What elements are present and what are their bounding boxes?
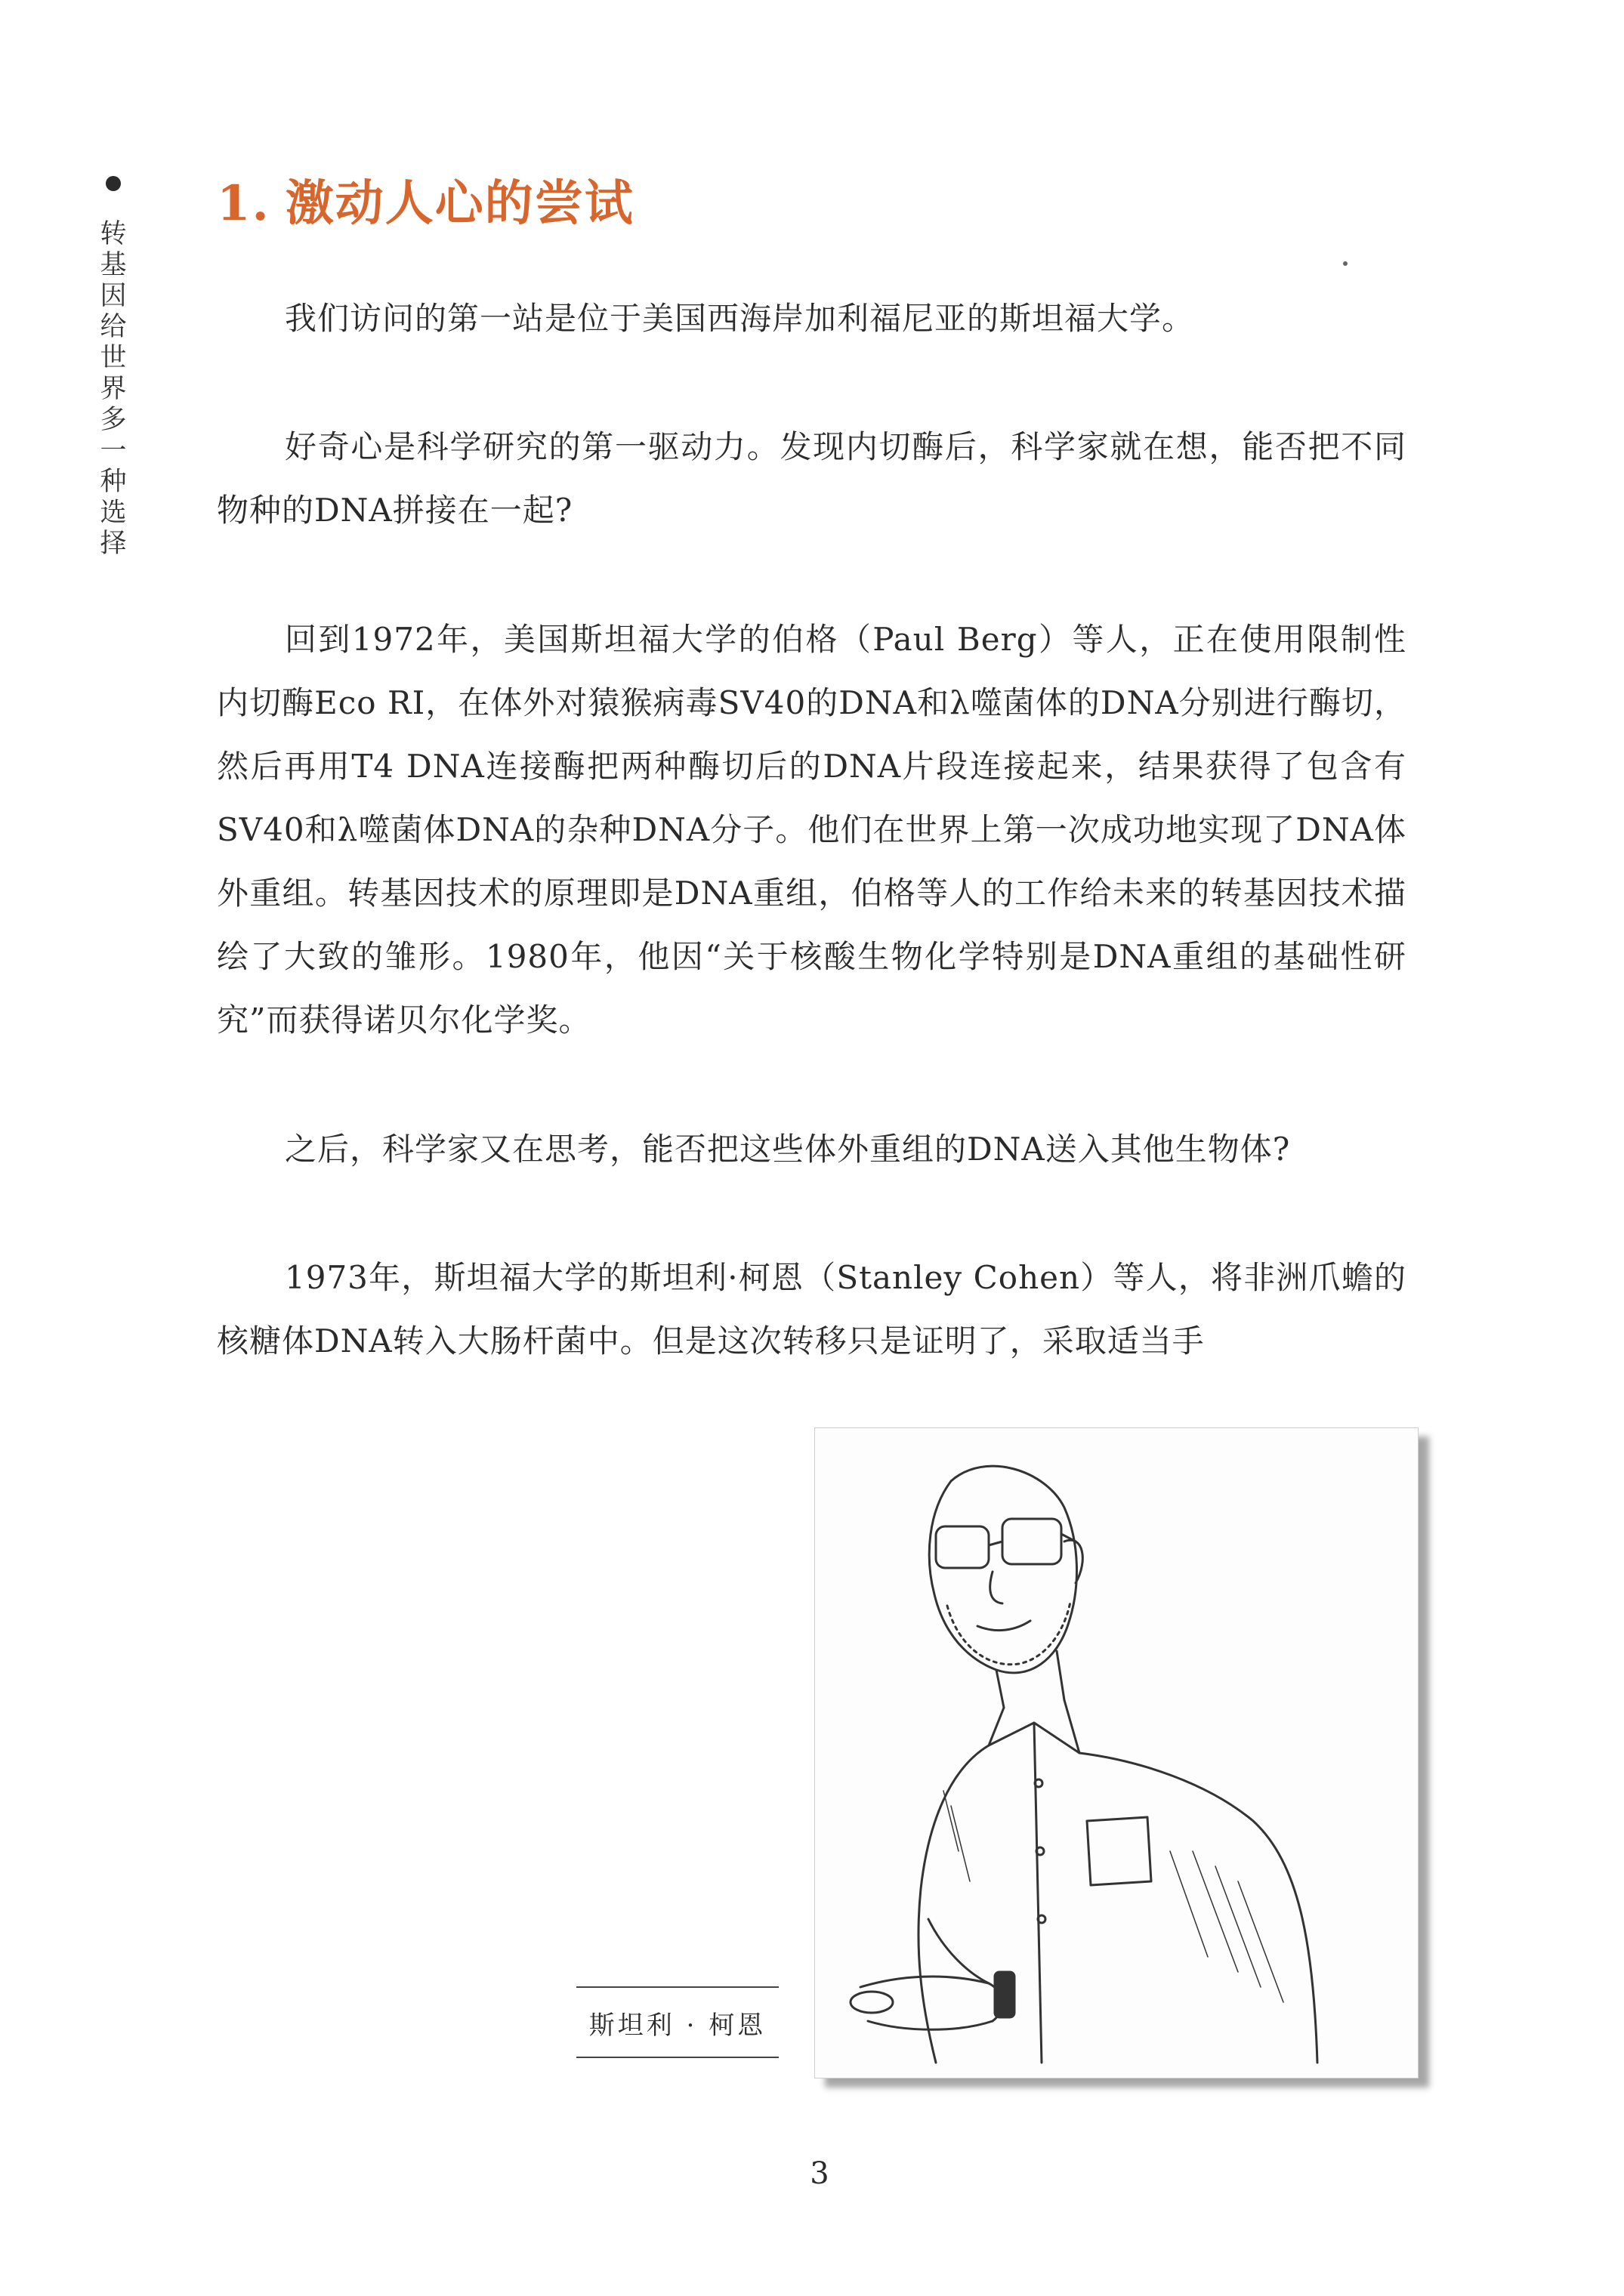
section-number: 1. — [217, 175, 270, 232]
paragraph-4: 之后，科学家又在思考，能否把这些体外重组的DNA送入其他生物体? — [285, 1131, 1291, 1168]
figure-caption: 斯坦利 · 柯恩 — [576, 1986, 779, 2058]
paragraph-5: 1973年，斯坦福大学的斯坦利·柯恩（Stanley Cohen）等人，将非洲爪蟾的核糖体DNA转入大肠杆菌中。但是这次转移只是证明了，采取适当手 — [217, 1259, 1406, 1359]
paragraph-1: 我们访问的第一站是位于美国西海岸加利福尼亚的斯坦福大学。 — [285, 300, 1195, 337]
section-heading — [217, 165, 634, 234]
paragraph-3: 回到1972年，美国斯坦福大学的伯格（Paul Berg）等人，正在使用限制性内切酶Eco RI，在体外对猿猴病毒SV40的DNA和λ噬菌体的DNA分别进行酶切，然后再用T4 DNA连接酶把两种酶切后的DNA片段连接起来，结果获得了包含有SV40和λ噬菌体DNA的杂种DNA分子。他们在世界上第一次成功地实现了DNA体外重组。转基因技术的原理即是DNA重组，伯格等人的工作给未来的转基因技术描绘了大致的雏形。1980年，他因“关于核酸生物化学特别是DNA重组的基础性研究”而获得诺贝尔化学奖。 — [217, 621, 1406, 1038]
portrait-sketch — [815, 1428, 1418, 2078]
scan-speck — [1343, 261, 1348, 266]
section-title: 激动人心的尝试 — [285, 175, 634, 232]
running-title: 转基因给世界多一种选择 — [96, 219, 126, 560]
portrait-illustration — [814, 1427, 1419, 2078]
page-number: 3 — [810, 2156, 829, 2191]
paragraph-2: 好奇心是科学研究的第一驱动力。发现内切酶后，科学家就在想，能否把不同物种的DNA拼接在一起? — [217, 428, 1406, 529]
sidebar-bullet — [106, 176, 121, 191]
